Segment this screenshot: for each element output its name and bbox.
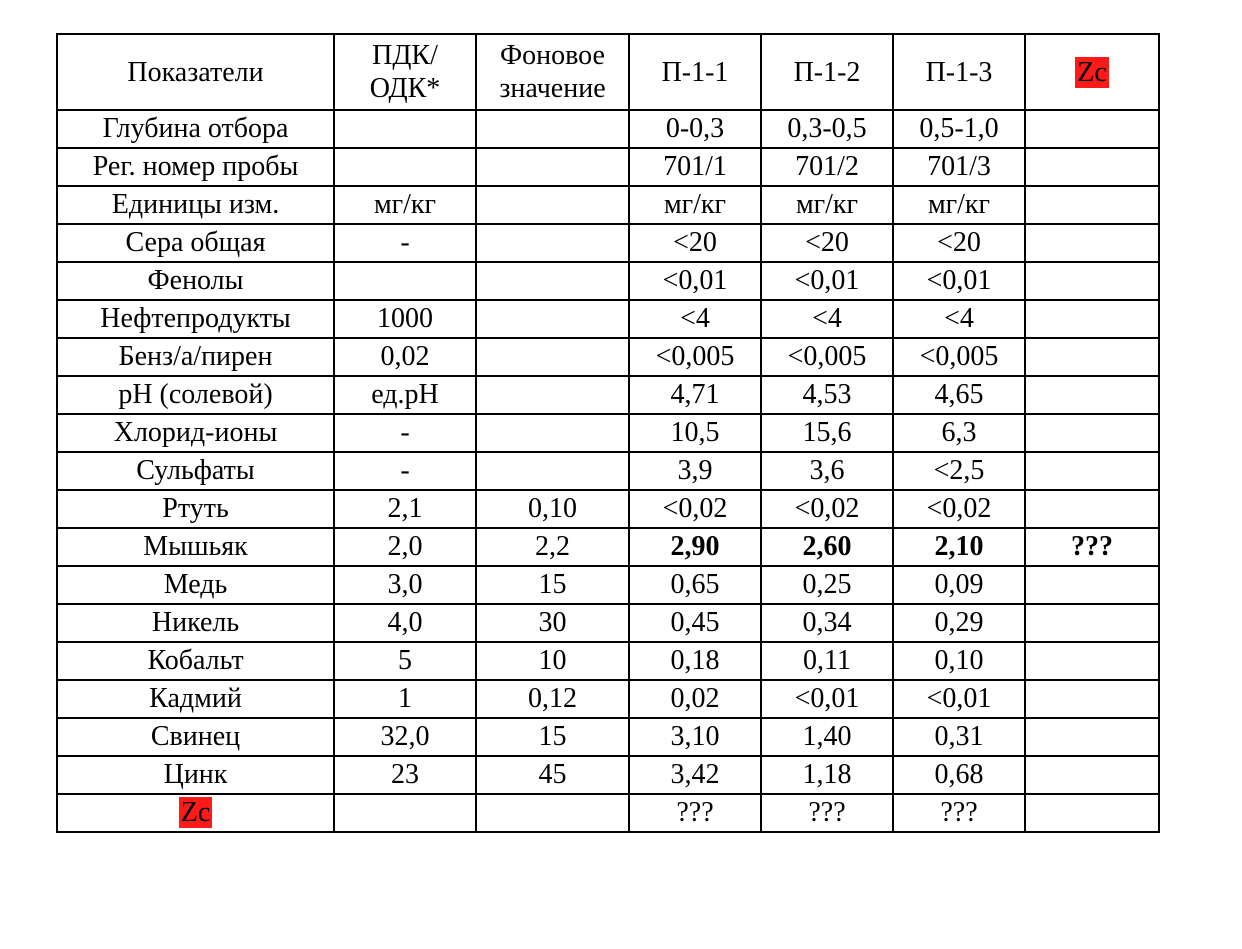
cell-zc: [1025, 680, 1159, 718]
cell-p3: <20: [893, 224, 1025, 262]
cell-zc: [1025, 262, 1159, 300]
cell-p1: 0-0,3: [629, 110, 761, 148]
header-pdk-line2: ОДК*: [369, 73, 441, 104]
cell-bg: 30: [476, 604, 629, 642]
table-header-row: [57, 34, 1159, 110]
cell-p2: 0,25: [761, 566, 893, 604]
cell-p1: 701/1: [629, 148, 761, 186]
cell-p3: 4,65: [893, 376, 1025, 414]
cell-bg: [476, 452, 629, 490]
cell-bg: [476, 414, 629, 452]
cell-name: Цинк: [57, 756, 334, 794]
cell-zc: [1025, 718, 1159, 756]
cell-pdk: [334, 262, 476, 300]
footer-p1: ???: [629, 794, 761, 832]
table-row: [57, 604, 1159, 642]
cell-pdk: 2,0: [334, 528, 476, 566]
header-background: [476, 34, 629, 110]
cell-p2: мг/кг: [761, 186, 893, 224]
cell-p3: <2,5: [893, 452, 1025, 490]
header-p3: П-1-3: [893, 34, 1025, 110]
soil-analysis-table: [56, 33, 1160, 833]
cell-p3: 0,5-1,0: [893, 110, 1025, 148]
table-row: [57, 718, 1159, 756]
cell-p1: <0,005: [629, 338, 761, 376]
cell-name: Кобальт: [57, 642, 334, 680]
cell-zc: ???: [1025, 528, 1159, 566]
cell-zc: [1025, 756, 1159, 794]
cell-p3: 0,68: [893, 756, 1025, 794]
cell-pdk: -: [334, 414, 476, 452]
footer-zc-highlight: Zc: [180, 797, 211, 828]
cell-pdk: [334, 110, 476, 148]
header-pdk: [334, 34, 476, 110]
cell-pdk: -: [334, 452, 476, 490]
cell-p3: 0,31: [893, 718, 1025, 756]
cell-pdk: 5: [334, 642, 476, 680]
cell-p1: 4,71: [629, 376, 761, 414]
cell-p3: 0,10: [893, 642, 1025, 680]
table-footer-row: [57, 794, 1159, 832]
cell-zc: [1025, 414, 1159, 452]
header-bg-line2: значение: [499, 73, 606, 104]
cell-p2: 1,18: [761, 756, 893, 794]
cell-p3: <4: [893, 300, 1025, 338]
cell-bg: 2,2: [476, 528, 629, 566]
footer-p3: ???: [893, 794, 1025, 832]
cell-name: Ртуть: [57, 490, 334, 528]
cell-bg: 0,12: [476, 680, 629, 718]
cell-zc: [1025, 452, 1159, 490]
cell-name: Свинец: [57, 718, 334, 756]
cell-name: Мышьяк: [57, 528, 334, 566]
cell-p1: мг/кг: [629, 186, 761, 224]
table-row: [57, 186, 1159, 224]
cell-zc: [1025, 186, 1159, 224]
header-bg-line1: Фоновое: [500, 40, 605, 71]
table-row: [57, 680, 1159, 718]
cell-p2: 701/2: [761, 148, 893, 186]
cell-p1: 2,90: [629, 528, 761, 566]
cell-p2: <0,01: [761, 262, 893, 300]
cell-name: Глубина отбора: [57, 110, 334, 148]
cell-name: Фенолы: [57, 262, 334, 300]
header-p2: П-1-2: [761, 34, 893, 110]
header-zc: [1025, 34, 1159, 110]
cell-pdk: мг/кг: [334, 186, 476, 224]
table-row: [57, 642, 1159, 680]
cell-pdk: 4,0: [334, 604, 476, 642]
cell-bg: [476, 224, 629, 262]
footer-name-cell: [57, 794, 334, 832]
cell-p2: 0,3-0,5: [761, 110, 893, 148]
cell-name: Бенз/а/пирен: [57, 338, 334, 376]
cell-bg: [476, 338, 629, 376]
cell-p2: 1,40: [761, 718, 893, 756]
cell-p2: 0,11: [761, 642, 893, 680]
table-row: [57, 566, 1159, 604]
cell-name: Нефтепродукты: [57, 300, 334, 338]
cell-bg: [476, 148, 629, 186]
cell-name: Единицы изм.: [57, 186, 334, 224]
cell-pdk: 0,02: [334, 338, 476, 376]
cell-zc: [1025, 566, 1159, 604]
cell-p3: 2,10: [893, 528, 1025, 566]
cell-pdk: 1: [334, 680, 476, 718]
cell-p3: мг/кг: [893, 186, 1025, 224]
table-row: [57, 262, 1159, 300]
cell-p3: 701/3: [893, 148, 1025, 186]
cell-zc: [1025, 376, 1159, 414]
cell-p2: <0,005: [761, 338, 893, 376]
cell-bg: 15: [476, 566, 629, 604]
cell-name: Рег. номер пробы: [57, 148, 334, 186]
cell-pdk: 3,0: [334, 566, 476, 604]
cell-p1: <0,02: [629, 490, 761, 528]
table-row: [57, 148, 1159, 186]
footer-bg: [476, 794, 629, 832]
cell-p3: 0,29: [893, 604, 1025, 642]
cell-pdk: 32,0: [334, 718, 476, 756]
table-row: [57, 110, 1159, 148]
cell-zc: [1025, 110, 1159, 148]
cell-p1: 3,9: [629, 452, 761, 490]
header-pdk-line1: ПДК/: [372, 40, 438, 71]
cell-pdk: 1000: [334, 300, 476, 338]
cell-zc: [1025, 300, 1159, 338]
cell-p3: <0,005: [893, 338, 1025, 376]
table-row: [57, 414, 1159, 452]
header-zc-highlight: Zc: [1077, 56, 1107, 88]
cell-zc: [1025, 224, 1159, 262]
cell-p2: 3,6: [761, 452, 893, 490]
cell-name: Хлорид-ионы: [57, 414, 334, 452]
cell-p3: 6,3: [893, 414, 1025, 452]
cell-bg: [476, 110, 629, 148]
cell-bg: 0,10: [476, 490, 629, 528]
cell-p1: <4: [629, 300, 761, 338]
cell-bg: [476, 376, 629, 414]
cell-name: Сера общая: [57, 224, 334, 262]
cell-name: Кадмий: [57, 680, 334, 718]
table-row: [57, 300, 1159, 338]
table-row: [57, 376, 1159, 414]
header-indicators: Показатели: [57, 34, 334, 110]
header-p1: П-1-1: [629, 34, 761, 110]
cell-p1: 0,65: [629, 566, 761, 604]
cell-p1: 0,02: [629, 680, 761, 718]
cell-zc: [1025, 642, 1159, 680]
cell-bg: [476, 262, 629, 300]
table-row: [57, 528, 1159, 566]
cell-bg: [476, 186, 629, 224]
cell-pdk: [334, 148, 476, 186]
cell-name: pH (солевой): [57, 376, 334, 414]
cell-bg: 15: [476, 718, 629, 756]
cell-p1: 10,5: [629, 414, 761, 452]
cell-p2: <0,02: [761, 490, 893, 528]
cell-p3: 0,09: [893, 566, 1025, 604]
cell-pdk: 2,1: [334, 490, 476, 528]
footer-zc: [1025, 794, 1159, 832]
cell-pdk: ед.pH: [334, 376, 476, 414]
cell-bg: [476, 300, 629, 338]
cell-p2: 0,34: [761, 604, 893, 642]
cell-p3: <0,01: [893, 680, 1025, 718]
cell-p2: <20: [761, 224, 893, 262]
cell-p2: 2,60: [761, 528, 893, 566]
cell-p2: 4,53: [761, 376, 893, 414]
footer-p2: ???: [761, 794, 893, 832]
table-row: [57, 490, 1159, 528]
cell-p1: 0,18: [629, 642, 761, 680]
cell-p1: 3,42: [629, 756, 761, 794]
cell-p3: <0,02: [893, 490, 1025, 528]
table-row: [57, 756, 1159, 794]
table-row: [57, 224, 1159, 262]
cell-p1: 0,45: [629, 604, 761, 642]
table-body: [57, 110, 1159, 794]
cell-name: Медь: [57, 566, 334, 604]
table-row: [57, 452, 1159, 490]
cell-zc: [1025, 490, 1159, 528]
cell-p1: 3,10: [629, 718, 761, 756]
cell-bg: 45: [476, 756, 629, 794]
cell-p2: 15,6: [761, 414, 893, 452]
cell-p3: <0,01: [893, 262, 1025, 300]
cell-bg: 10: [476, 642, 629, 680]
cell-name: Никель: [57, 604, 334, 642]
footer-pdk: [334, 794, 476, 832]
cell-name: Сульфаты: [57, 452, 334, 490]
cell-p1: <0,01: [629, 262, 761, 300]
cell-p2: <0,01: [761, 680, 893, 718]
cell-pdk: 23: [334, 756, 476, 794]
cell-zc: [1025, 148, 1159, 186]
cell-pdk: -: [334, 224, 476, 262]
cell-zc: [1025, 604, 1159, 642]
cell-p1: <20: [629, 224, 761, 262]
cell-zc: [1025, 338, 1159, 376]
table-row: [57, 338, 1159, 376]
cell-p2: <4: [761, 300, 893, 338]
